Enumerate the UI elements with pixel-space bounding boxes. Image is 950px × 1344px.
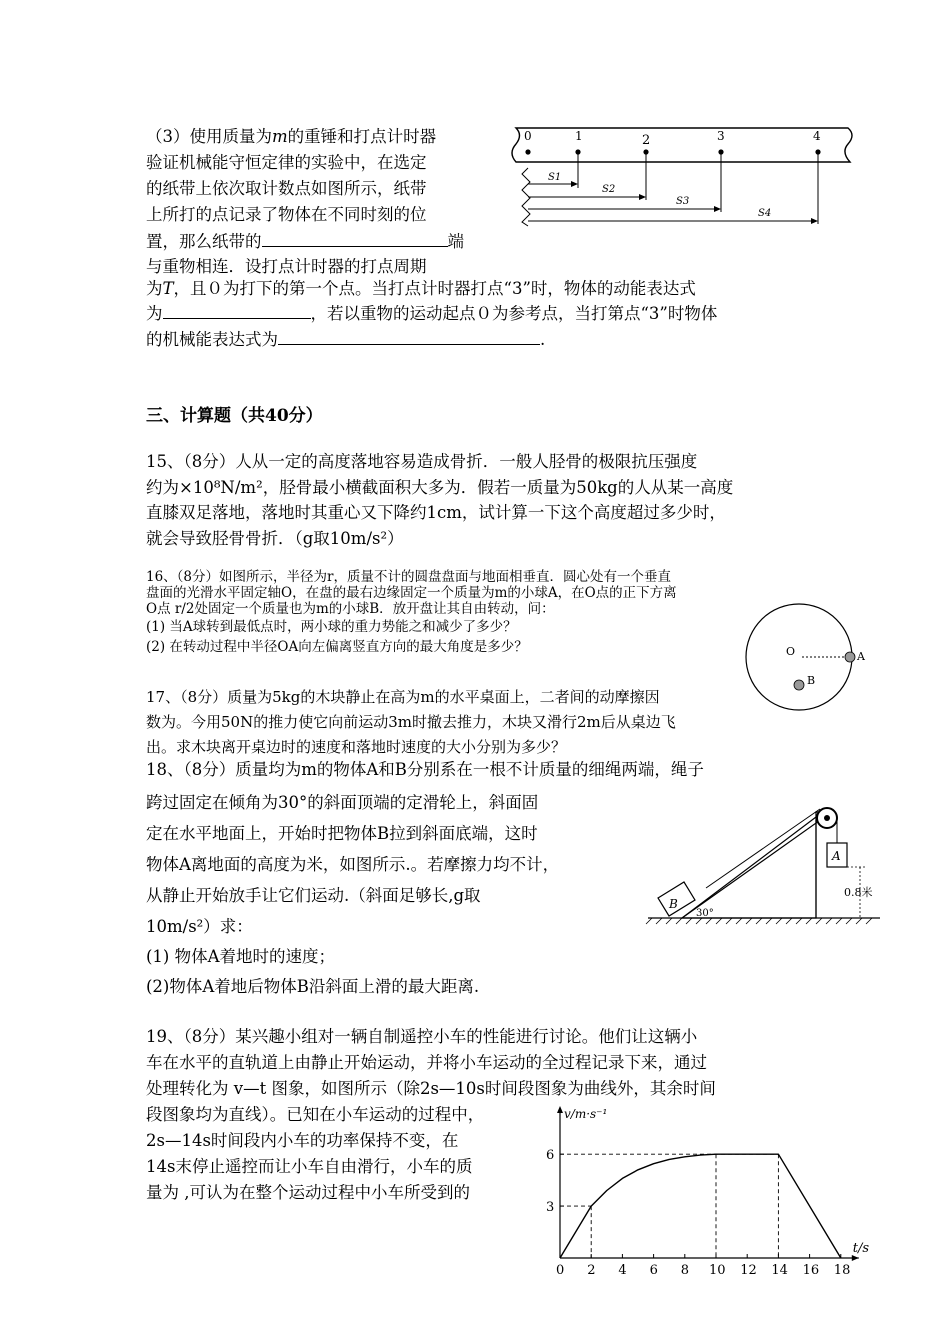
x-tick-label: 12 — [740, 1263, 757, 1278]
disk-figure — [744, 600, 864, 720]
x-tick-label: 8 — [680, 1263, 690, 1278]
q3-line-8 — [146, 300, 717, 327]
q17-line-2: 数为。今用50N的推力使它向前运动3m时撤去推力，木块又滑行2m后从桌边飞 — [146, 713, 676, 731]
q18-line-4: 物体A离地面的高度为米，如图所示.。若摩擦力均不计， — [146, 855, 560, 874]
q3-line-7-b: ，且０为打下的第一个点。当打点计时器打点“3”时，物体的动能表达式 — [173, 279, 696, 298]
tape-point-1 — [575, 149, 580, 154]
rope-incline — [706, 809, 820, 888]
q15-line-1: 15、（8分）人从一定的高度落地容易造成骨折．一般人胫骨的极限抗压强度 — [146, 452, 698, 471]
q3-line-1 — [146, 124, 436, 150]
x-tick-label: 16 — [802, 1263, 820, 1278]
ball-a — [845, 652, 855, 662]
paper-tape-figure — [508, 122, 858, 232]
q3-T: T — [162, 279, 174, 298]
tape-point-0 — [525, 149, 530, 154]
q3-period: . — [540, 330, 546, 349]
q16-line-1: 16、（8分）如图所示，半径为r，质量不计的圆盘盘面与地面相垂直．圆心处有一个垂直 — [146, 569, 671, 585]
answer-blank-end[interactable] — [262, 228, 448, 247]
x-tick-label: 14 — [771, 1263, 788, 1278]
q15-line-3: 直膝双足落地，落地时其重心又下降约1cm，试计算一下这个高度超过多少时， — [146, 503, 726, 522]
q3-line-8-b: ，若以重物的运动起点０为参考点，当打第点“3”时物体 — [310, 304, 718, 323]
x-tick-label: 2 — [587, 1263, 596, 1278]
tape-label-1: 1 — [575, 129, 583, 143]
q3-line-1-b: 的重锤和打点计时器 — [287, 127, 437, 146]
q19-line-5: 2s—14s时间段内小车的功率保持不变，在 — [146, 1131, 459, 1150]
label-a: A — [857, 650, 865, 663]
q3-line-5-a: 置，那么纸带的 — [146, 232, 262, 251]
x-axis-label: t/s — [852, 1241, 870, 1256]
x-tick-label: 4 — [618, 1263, 627, 1278]
section-title: 三、计算题（共40分） — [146, 406, 323, 426]
y-axis-label: v/m·s⁻¹ — [564, 1107, 608, 1121]
y-tick-label: 3 — [546, 1200, 555, 1216]
q18-line-5: 从静止开始放手让它们运动.（斜面足够长,g取 — [146, 886, 481, 905]
label-s4: S4 — [758, 208, 772, 219]
ground-hatch — [646, 918, 872, 924]
q18-line-8: (2)物体A着地后物体B沿斜面上滑的最大距离. — [146, 977, 480, 996]
q3-line-3: 的纸带上依次取计数点如图所示，纸带 — [146, 179, 427, 198]
label-o: O — [786, 645, 796, 658]
q3-line-9-a: 的机械能表达式为 — [146, 330, 278, 349]
q3-line-9 — [146, 326, 545, 353]
q16-line-2: 盘面的光滑水平固定轴O，在盘的最右边缘固定一个质量为m的小球A，在O点的正下方离 — [146, 585, 677, 601]
answer-blank-ke[interactable] — [163, 300, 311, 319]
q3-line-2: 验证机械能守恒定律的实验中，在选定 — [146, 153, 427, 172]
tape-label-2: 2 — [642, 133, 651, 148]
x-tick-label: 18 — [833, 1263, 851, 1278]
label-block-a: A — [832, 849, 841, 863]
label-s1: S1 — [548, 172, 562, 183]
y-axis-arrow — [557, 1106, 563, 1113]
label-s2: S2 — [602, 184, 616, 195]
tape-point-4 — [815, 149, 820, 154]
label-s3: S3 — [676, 196, 690, 207]
tape-points — [525, 149, 820, 154]
label-b: B — [807, 674, 816, 687]
incline-face — [682, 814, 820, 918]
answer-blank-me[interactable] — [278, 326, 540, 345]
q17-line-1: 17、（8分）质量为5kg的木块静止在高为m的水平桌面上，二者间的动摩擦因 — [146, 688, 660, 706]
tape-label-4: 4 — [813, 129, 821, 143]
label-block-b: B — [669, 897, 678, 911]
q3-m: m — [272, 127, 288, 146]
x-tick-label: 0 — [556, 1263, 565, 1278]
q19-line-4: 段图象均为直线）。已知在小车运动的过程中， — [146, 1105, 485, 1124]
q16-line-5: (2) 在转动过程中半径OA向左偏离竖直方向的最大角度是多少？ — [146, 639, 528, 655]
q18-line-1: 18、（8分）质量均为m的物体A和B分别系在一根不计质量的细绳两端，绳子 — [146, 760, 704, 779]
x-tick-label: 6 — [649, 1263, 658, 1278]
q3-line-7 — [146, 276, 696, 302]
q19-line-1: 19、（8分）某兴趣小组对一辆自制遥控小车的性能进行讨论。他们让这辆小 — [146, 1027, 698, 1046]
q3-line-7-a: 为 — [146, 279, 163, 298]
q18-line-7: (1) 物体A着地时的速度； — [146, 947, 336, 966]
q3-line-8-a: 为 — [146, 304, 163, 323]
q16-line-4: (1) 当A球转到最低点时，两小球的重力势能之和减少了多少？ — [146, 619, 517, 635]
q15-line-4: 就会导致胫骨骨折．（g取10m/s²） — [146, 529, 404, 548]
tape-point-3 — [718, 149, 723, 154]
tape-label-0: 0 — [524, 129, 532, 143]
q19-line-2: 车在水平的直轨道上由静止开始运动，并将小车运动的全过程记录下来，通过 — [146, 1053, 707, 1072]
q17-line-3: 出。求木块离开桌边时的速度和落地时速度的大小分别为多少？ — [146, 738, 567, 756]
label-angle: 30° — [696, 908, 714, 919]
q18-line-2: 跨过固定在倾角为30°的斜面顶端的定滑轮上，斜面固 — [146, 793, 539, 812]
q15-line-2: 约为×10⁸N/m²，胫骨最小横截面积大多为．假若一质量为50kg的人从某一高度 — [146, 478, 734, 497]
ball-b — [794, 680, 804, 690]
q16-line-3: O点 r/2处固定一个质量也为m的小球B．放开盘让其自由转动，问： — [146, 601, 555, 617]
q19-line-7: 量为 ,可认为在整个运动过程中小车所受到的 — [146, 1183, 470, 1202]
q3-line-6: 与重物相连．设打点计时器的打点周期 — [146, 257, 427, 276]
series-line-v — [560, 1154, 841, 1258]
x-tick-label: 10 — [709, 1263, 726, 1278]
q3-line-1-a: （3）使用质量为 — [146, 127, 272, 146]
q18-line-6: 10m/s²）求： — [146, 917, 253, 936]
q3-line-4: 上所打的点记录了物体在不同时刻的位 — [146, 205, 427, 224]
y-tick-label: 6 — [546, 1148, 555, 1164]
vt-chart — [530, 1100, 910, 1280]
pulley-axle — [824, 815, 830, 821]
q3-end-char: 端 — [447, 232, 464, 251]
disk-circle — [746, 604, 852, 710]
q19-line-3: 处理转化为 v—t 图象，如图所示（除2s—10s时间段图象为曲线外，其余时间 — [146, 1079, 716, 1098]
tape-outline — [512, 128, 852, 162]
incline-figure — [644, 798, 884, 928]
q19-line-6: 14s末停止遥控而让小车自由滑行，小车的质 — [146, 1157, 473, 1176]
q3-line-5 — [146, 228, 464, 255]
label-height: 0.8米 — [844, 886, 873, 899]
tape-label-3: 3 — [717, 129, 725, 143]
q18-line-3: 定在水平地面上，开始时把物体B拉到斜面底端，这时 — [146, 824, 538, 843]
tape-point-2 — [643, 149, 648, 154]
